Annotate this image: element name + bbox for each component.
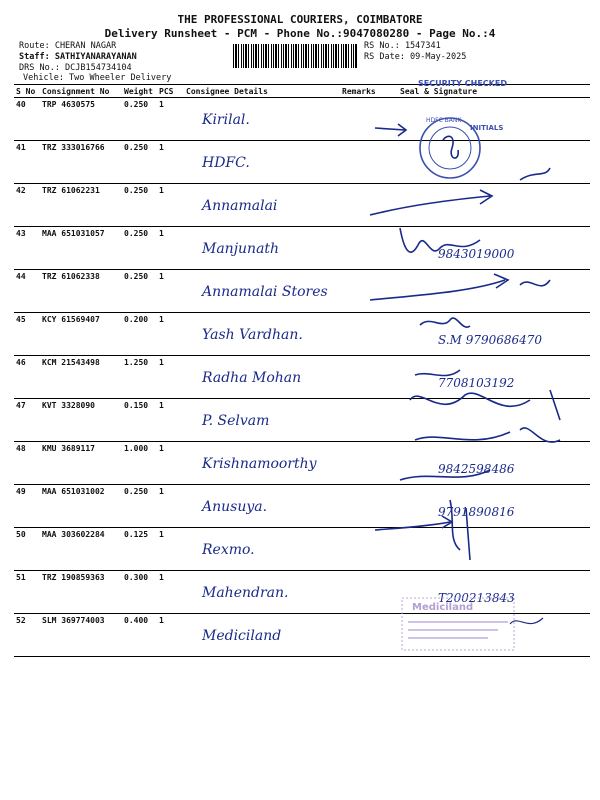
row-pcs: 1 bbox=[157, 270, 184, 313]
consignee-handwriting: Radha Mohan bbox=[202, 370, 302, 386]
row-weight: 0.125 bbox=[122, 528, 157, 571]
svg-text:HDFC BANK: HDFC BANK bbox=[426, 117, 462, 124]
consignee-handwriting: Mediciland bbox=[202, 628, 282, 644]
row-consignee-cell bbox=[184, 313, 340, 356]
signature-marks bbox=[370, 120, 595, 630]
col-pcs: PCS bbox=[157, 85, 184, 98]
consignee-handwriting: Annamalai Stores bbox=[202, 284, 328, 300]
row-consignment-no: TRZ 61062231 bbox=[40, 184, 122, 227]
row-weight: 1.000 bbox=[122, 442, 157, 485]
row-consignee-cell bbox=[184, 227, 340, 270]
row-consignment-no: SLM 369774003 bbox=[40, 614, 122, 657]
row-sno: 41 bbox=[14, 141, 40, 184]
barcode bbox=[233, 44, 358, 68]
consignee-handwriting: Rexmo. bbox=[202, 542, 255, 558]
drs-label: DRS No.: DCJB154734104 bbox=[19, 63, 132, 73]
vehicle-label: Vehicle: Two Wheeler Delivery bbox=[23, 73, 172, 83]
row-pcs: 1 bbox=[157, 184, 184, 227]
rs-date-label: RS Date: 09-May-2025 bbox=[364, 52, 467, 62]
svg-text:INITIALS: INITIALS bbox=[470, 124, 504, 132]
row-weight: 0.250 bbox=[122, 184, 157, 227]
row-sno: 43 bbox=[14, 227, 40, 270]
row-pcs: 1 bbox=[157, 442, 184, 485]
consignee-handwriting: Yash Vardhan. bbox=[202, 327, 303, 343]
row-consignee-cell bbox=[184, 528, 340, 571]
row-sno: 48 bbox=[14, 442, 40, 485]
row-sno: 52 bbox=[14, 614, 40, 657]
row-pcs: 1 bbox=[157, 141, 184, 184]
row-sno: 51 bbox=[14, 571, 40, 614]
row-weight: 0.300 bbox=[122, 571, 157, 614]
row-sno: 42 bbox=[14, 184, 40, 227]
row-consignee-cell bbox=[184, 356, 340, 399]
svg-text:SECURITY CHECKED: SECURITY CHECKED bbox=[418, 79, 507, 88]
company-title: THE PROFESSIONAL COURIERS, COIMBATORE bbox=[177, 13, 423, 26]
consignee-handwriting: P. Selvam bbox=[202, 413, 270, 429]
row-pcs: 1 bbox=[157, 356, 184, 399]
row-consignment-no: MAA 651031057 bbox=[40, 227, 122, 270]
consignee-handwriting: Kirilal. bbox=[202, 112, 250, 128]
row-consignment-no: TRZ 61062338 bbox=[40, 270, 122, 313]
row-consignment-no: TRP 4630575 bbox=[40, 98, 122, 141]
row-consignee-cell bbox=[184, 270, 340, 313]
row-sno: 50 bbox=[14, 528, 40, 571]
row-sno: 40 bbox=[14, 98, 40, 141]
row-pcs: 1 bbox=[157, 98, 184, 141]
row-sno: 44 bbox=[14, 270, 40, 313]
row-weight: 0.250 bbox=[122, 98, 157, 141]
row-weight: 0.250 bbox=[122, 227, 157, 270]
row-weight: 0.150 bbox=[122, 399, 157, 442]
consignee-handwriting: Manjunath bbox=[202, 241, 280, 257]
row-pcs: 1 bbox=[157, 227, 184, 270]
runsheet-title: Delivery Runsheet - PCM - Phone No.:9047080280 - Page No.:4 bbox=[104, 27, 496, 40]
consignee-handwriting: Mahendran. bbox=[202, 585, 289, 601]
row-weight: 0.200 bbox=[122, 313, 157, 356]
col-consignee: Consignee Details bbox=[184, 85, 340, 98]
consignee-handwriting: Krishnamoorthy bbox=[202, 456, 317, 472]
col-sno: S No bbox=[14, 85, 40, 98]
row-pcs: 1 bbox=[157, 399, 184, 442]
row-consignee-cell bbox=[184, 442, 340, 485]
row-consignment-no: KCM 21543498 bbox=[40, 356, 122, 399]
row-consignee-cell bbox=[184, 614, 340, 657]
row-sno: 49 bbox=[14, 485, 40, 528]
row-consignee-cell bbox=[184, 571, 340, 614]
row-sno: 45 bbox=[14, 313, 40, 356]
row-pcs: 1 bbox=[157, 485, 184, 528]
row-consignment-no: TRZ 333016766 bbox=[40, 141, 122, 184]
consignee-handwriting: HDFC. bbox=[202, 155, 250, 171]
signature-phone: 9842598486 bbox=[438, 462, 515, 476]
col-consignment: Consignment No bbox=[40, 85, 122, 98]
row-sno: 47 bbox=[14, 399, 40, 442]
row-pcs: 1 bbox=[157, 571, 184, 614]
row-consignment-no: MAA 303602284 bbox=[40, 528, 122, 571]
row-weight: 0.250 bbox=[122, 141, 157, 184]
row-pcs: 1 bbox=[157, 528, 184, 571]
svg-text:Mediciland: Mediciland bbox=[412, 602, 474, 613]
row-consignment-no: KMU 3689117 bbox=[40, 442, 122, 485]
row-weight: 1.250 bbox=[122, 356, 157, 399]
row-consignment-no: KCY 61569407 bbox=[40, 313, 122, 356]
route-label: Route: CHERAN NAGAR bbox=[19, 41, 117, 51]
signature-phone: S.M 9790686470 bbox=[438, 333, 543, 347]
row-consignment-no: KVT 3328090 bbox=[40, 399, 122, 442]
row-consignee-cell bbox=[184, 184, 340, 227]
signature-phone: 9791890816 bbox=[438, 505, 515, 519]
row-sno: 46 bbox=[14, 356, 40, 399]
rs-no-label: RS No.: 1547341 bbox=[364, 41, 441, 51]
row-weight: 0.250 bbox=[122, 270, 157, 313]
col-signature: Seal & Signature bbox=[398, 85, 590, 98]
signature-phone: 9843019000 bbox=[438, 247, 515, 261]
col-weight: Weight bbox=[122, 85, 157, 98]
row-consignment-no: TRZ 190859363 bbox=[40, 571, 122, 614]
row-consignee-cell bbox=[184, 399, 340, 442]
consignee-handwriting: Annamalai bbox=[202, 198, 278, 214]
row-weight: 0.400 bbox=[122, 614, 157, 657]
signature-phone: 7708103192 bbox=[438, 376, 515, 390]
col-remarks: Remarks bbox=[340, 85, 398, 98]
row-consignee-cell bbox=[184, 141, 340, 184]
signature-phone: T200213843 bbox=[438, 591, 515, 605]
row-consignee-cell bbox=[184, 485, 340, 528]
staff-label: Staff: SATHIYANARAYANAN bbox=[19, 52, 137, 62]
consignee-handwriting: Anusuya. bbox=[202, 499, 268, 515]
row-consignment-no: MAA 651031002 bbox=[40, 485, 122, 528]
row-pcs: 1 bbox=[157, 614, 184, 657]
row-consignee-cell bbox=[184, 98, 340, 141]
row-weight: 0.250 bbox=[122, 485, 157, 528]
row-pcs: 1 bbox=[157, 313, 184, 356]
